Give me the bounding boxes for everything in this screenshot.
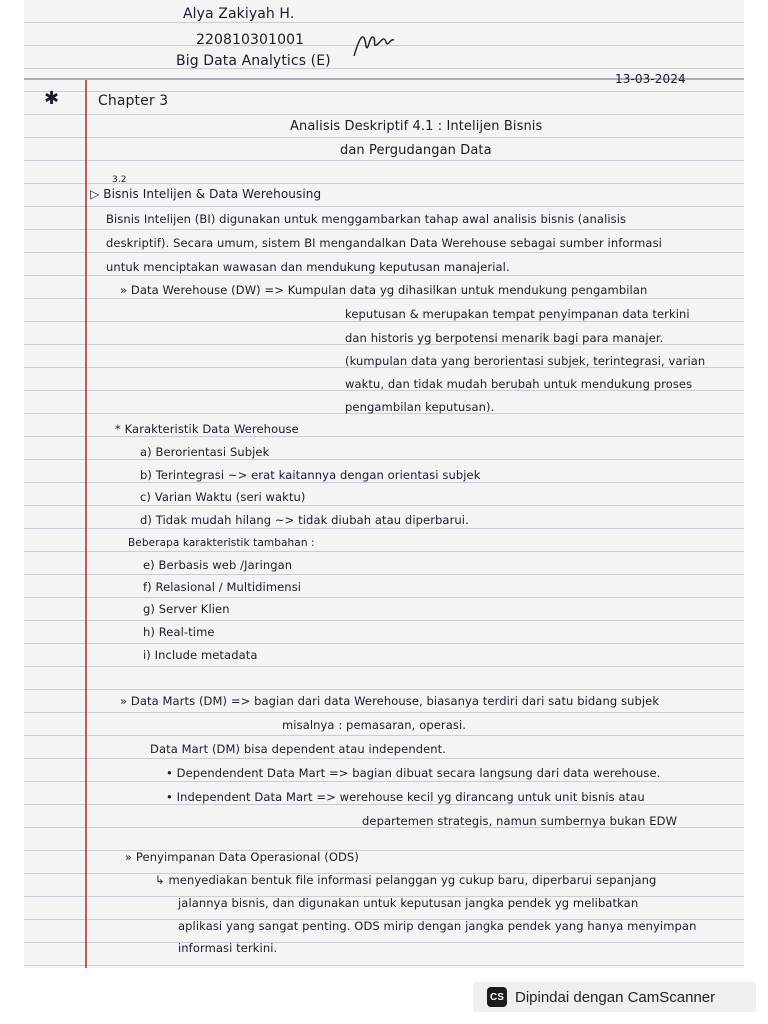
ods-line: ↳ menyediakan bentuk file informasi pelanggan yg cukup baru, diperbarui sepanjang: [155, 873, 657, 887]
date: 13-03-2024: [615, 72, 686, 86]
tambahan-item: g) Server Klien: [143, 602, 230, 616]
dm-line: Data Mart (DM) bisa dependent atau independent.: [150, 742, 447, 756]
karakteristik-item: c) Varian Waktu (seri waktu): [140, 490, 306, 504]
chapter-label: Chapter 3: [98, 93, 169, 109]
dw-line: (kumpulan data yang berorientasi subjek, terintegrasi, varian: [345, 354, 706, 368]
karakteristik-item: b) Terintegrasi ~> erat kaitannya dengan orientasi subjek: [140, 468, 481, 482]
ods-line: informasi terkini.: [178, 941, 278, 955]
dw-line: keputusan & merupakan tempat penyimpanan data terkini: [345, 307, 690, 321]
camscanner-watermark: [473, 982, 756, 1012]
tambahan-item: f) Relasional / Multidimensi: [143, 580, 302, 594]
dm-line: » Data Marts (DM) => bagian dari data Werehouse, biasanya terdiri dari satu bidang subjek: [120, 694, 660, 708]
camscanner-label: Dipindai dengan CamScanner: [515, 988, 716, 1006]
karakteristik-item: a) Berorientasi Subjek: [140, 445, 270, 459]
title-line-1: Analisis Deskriptif 4.1 : Intelijen Bisnis: [290, 119, 543, 134]
ods-line: aplikasi yang sangat penting. ODS mirip dengan jangka pendek yang hanya menyimpan: [178, 919, 697, 933]
tambahan-item: e) Berbasis web /Jaringan: [143, 558, 293, 572]
dw-line: waktu, dan tidak mudah berubah untuk mendukung proses: [345, 377, 693, 391]
dm-line: departemen strategis, namun sumbernya bukan EDW: [362, 814, 678, 828]
dm-line: • Independent Data Mart => werehouse kecil yg dirancang untuk unit bisnis atau: [166, 790, 645, 804]
camscanner-icon: CS: [487, 987, 507, 1007]
intro-line: Bisnis Intelijen (BI) digunakan untuk menggambarkan tahap awal analisis bisnis (analisis: [106, 212, 627, 226]
section-number: 3.2: [112, 175, 127, 185]
section-heading: ▷ Bisnis Intelijen & Data Werehousing: [90, 187, 322, 201]
title-line-2: dan Pergudangan Data: [340, 143, 492, 158]
intro-line: untuk menciptakan wawasan dan mendukung keputusan manajerial.: [106, 260, 510, 274]
tambahan-item: i) Include metadata: [143, 648, 258, 662]
course-name: Big Data Analytics (E): [176, 53, 331, 69]
dw-line: pengambilan keputusan).: [345, 400, 495, 414]
karakteristik-item: d) Tidak mudah hilang ~> tidak diubah atau diperbarui.: [140, 513, 469, 527]
margin-line: [85, 80, 87, 968]
dm-line: misalnya : pemasaran, operasi.: [282, 718, 467, 732]
star-icon: ✱: [44, 88, 60, 109]
tambahan-heading: Beberapa karakteristik tambahan :: [128, 537, 315, 549]
karakteristik-heading: * Karakteristik Data Werehouse: [115, 422, 299, 436]
dm-line: • Dependendent Data Mart => bagian dibuat secara langsung dari data werehouse.: [166, 766, 661, 780]
ods-line: » Penyimpanan Data Operasional (ODS): [125, 850, 359, 864]
dw-line: » Data Werehouse (DW) => Kumpulan data yg dihasilkan untuk mendukung pengambilan: [120, 283, 648, 297]
student-id: 220810301001: [196, 32, 305, 48]
signature: [350, 26, 398, 60]
ods-line: jalannya bisnis, dan digunakan untuk keputusan jangka pendek yg melibatkan: [178, 896, 639, 910]
intro-line: deskriptif). Secara umum, sistem BI mengandalkan Data Werehouse sebagai sumber informasi: [106, 236, 662, 250]
student-name: Alya Zakiyah H.: [183, 6, 295, 22]
dw-line: dan historis yg berpotensi menarik bagi para manajer.: [345, 331, 664, 345]
tambahan-item: h) Real-time: [143, 625, 215, 639]
